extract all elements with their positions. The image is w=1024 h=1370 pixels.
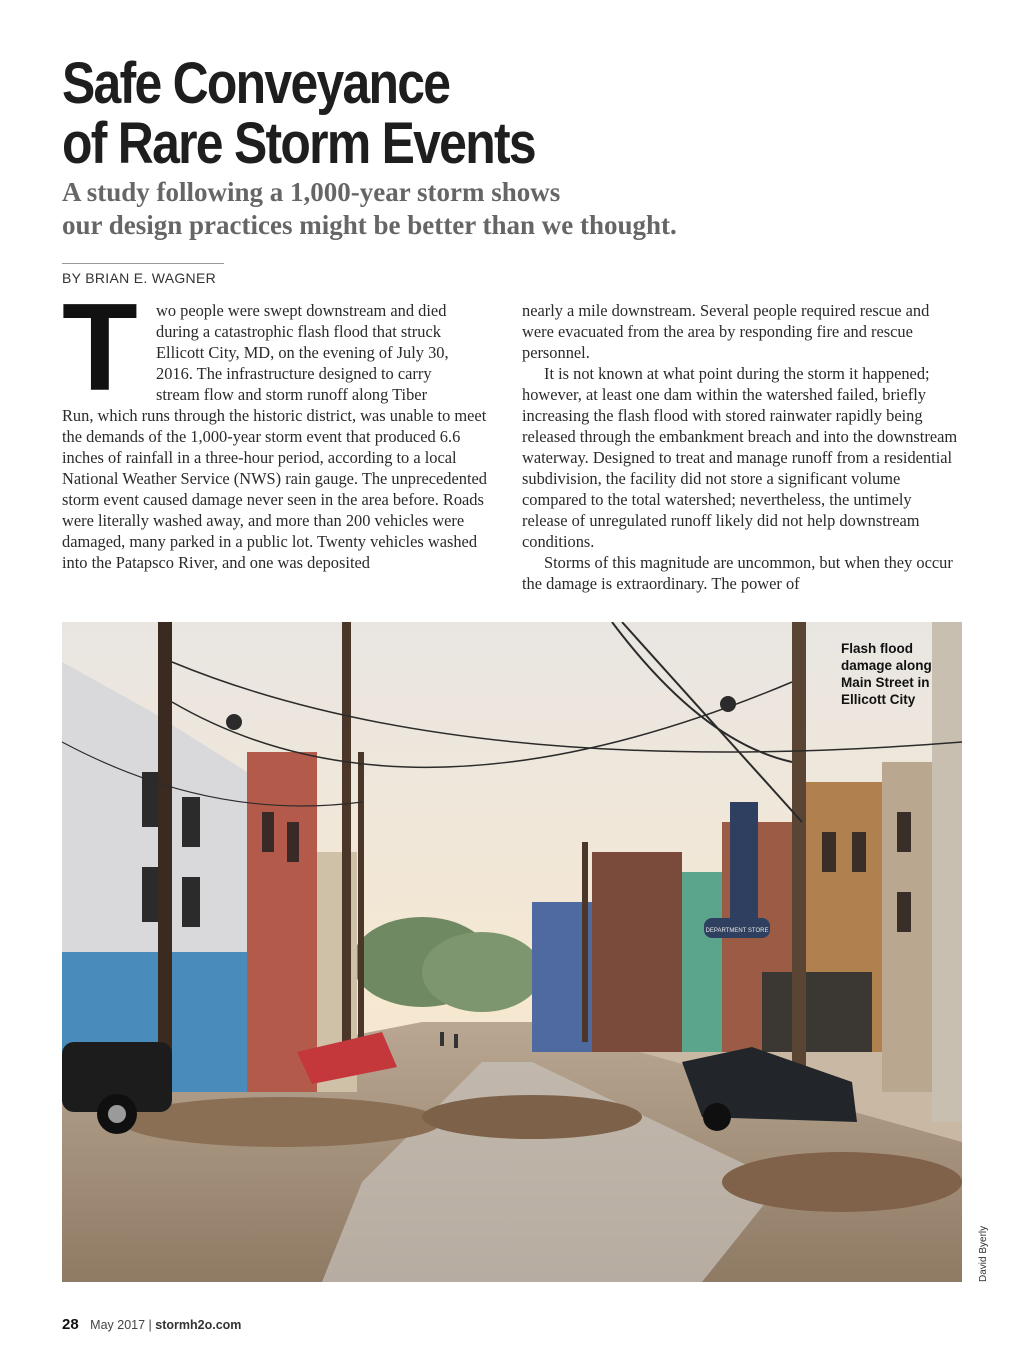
body-paragraph: Run, which runs through the historic district, was unable to meet the demands of the 1,000-year storm event that produced 6.6 inches of rainfall in a three-hour period, according to a local National Weather Service (NWS) rain gauge. The unprecedented storm event caused damage never seen in the area before. Roads were literally washed away, and more than 200 vehicles were damaged, many parked in a public lot. Twenty vehicles washed into the Patapsco River, and one was deposited bbox=[62, 406, 487, 572]
store-sign-text: DEPARTMENT STORE bbox=[705, 928, 769, 934]
body-paragraph: It is not known at what point during the storm it happened; however, at least one dam within the watershed failed, briefly increasing the flash flood with stored rainwater rapidly being released through the embankment breach and into the downstream waterway. Designed to treat and manage runoff from a residential subdivision, the facility did not store a significant volume compared to the total watershed; nevertheless, the untimely release of unregulated runoff likely did not help downstream conditions. bbox=[522, 364, 958, 551]
article-subtitle bbox=[62, 176, 762, 242]
body-line: 2016. The infrastructure designed to carry bbox=[156, 364, 432, 383]
site-link[interactable]: stormh2o.com bbox=[155, 1318, 242, 1332]
byline: BY BRIAN E. WAGNER bbox=[62, 270, 216, 286]
body-paragraph: Storms of this magnitude are uncommon, but when they occur the damage is extraordinary. The power of bbox=[522, 553, 953, 593]
title-line-2: of Rare Storm Events bbox=[62, 111, 535, 176]
street-scene-illustration bbox=[62, 622, 962, 1282]
photo-credit: David Byerly bbox=[978, 1225, 989, 1282]
body-column-left bbox=[62, 279, 500, 573]
subtitle-line-2: our design practices might be better than we thought. bbox=[62, 210, 677, 240]
body-line: wo people were swept downstream and died bbox=[156, 301, 447, 320]
body-line: during a catastrophic flash flood that struck bbox=[156, 322, 441, 341]
flood-damage-photo bbox=[62, 622, 962, 1282]
byline-divider bbox=[62, 263, 224, 264]
issue-date: May 2017 | bbox=[90, 1318, 152, 1332]
page-footer bbox=[62, 1316, 241, 1333]
body-paragraph: nearly a mile downstream. Several people required rescue and were evacuated from the area by responding fire and rescue personnel. bbox=[522, 301, 930, 362]
body-line: Ellicott City, MD, on the evening of July 30, bbox=[156, 343, 449, 362]
article-title bbox=[62, 51, 762, 176]
subtitle-line-1: A study following a 1,000-year storm shows bbox=[62, 177, 561, 207]
body-line: stream flow and storm runoff along Tiber bbox=[156, 385, 428, 404]
title-line-1: Safe Conveyance bbox=[62, 51, 450, 116]
page-number: 28 bbox=[62, 1316, 79, 1333]
photo-caption: Flash flood damage along Main Street in Ellicott City bbox=[841, 641, 932, 707]
body-column-right bbox=[522, 300, 960, 594]
drop-cap: T bbox=[62, 279, 138, 417]
